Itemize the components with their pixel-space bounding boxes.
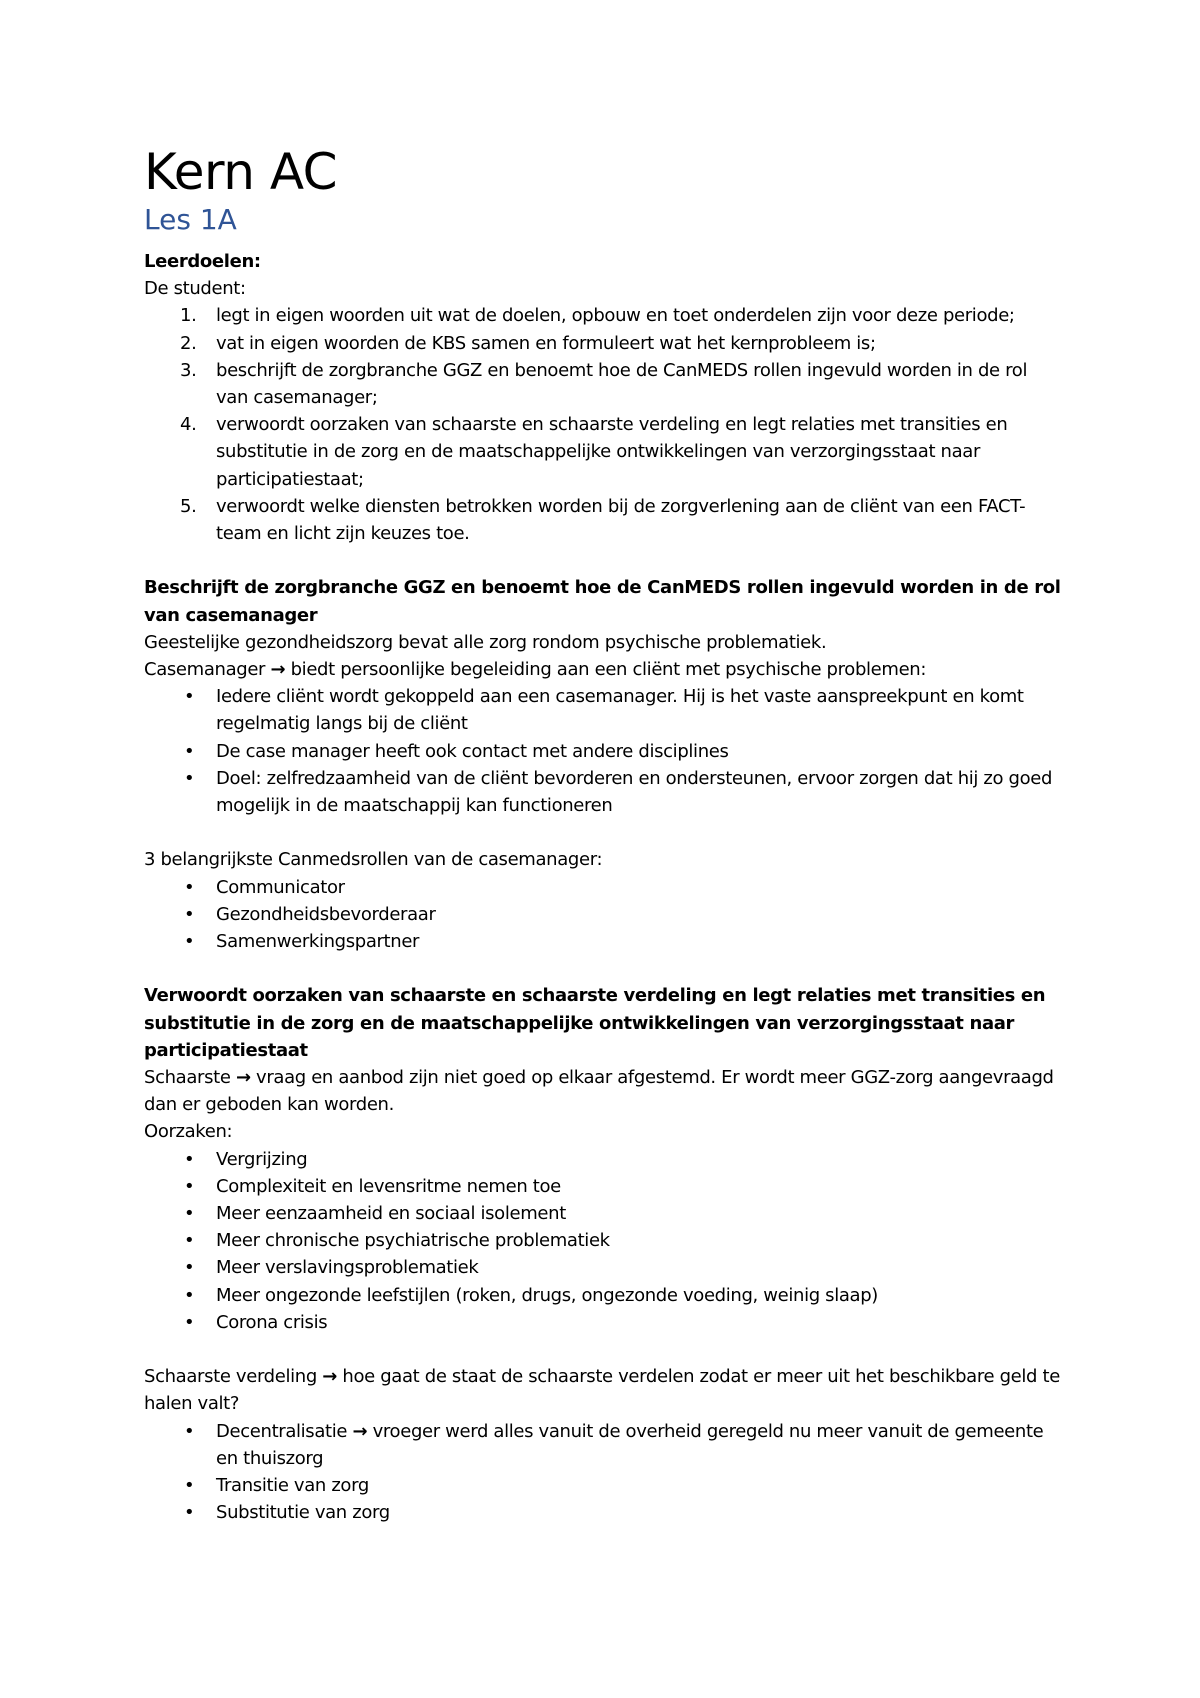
list-item-text: Doel: zelfredzaamheid van de cliënt bevorderen en ondersteunen, ervoor zorgen dat hij zo goed mogelijk in de maatschappij kan functioneren — [216, 767, 1053, 817]
bullet-icon: • — [184, 1203, 195, 1225]
list-item-text: beschrijft de zorgbranche GGZ en benoemt hoe de CanMEDS rollen ingevuld worden in de rol van casemanager; — [216, 359, 1028, 409]
list-item — [144, 1200, 1064, 1227]
list-item-text: legt in eigen woorden uit wat de doelen, opbouw en toet onderdelen zijn voor deze periode; — [216, 305, 1015, 327]
list-item-text: Meer chronische psychiatrische problematiek — [216, 1230, 610, 1252]
bullet-icon: • — [184, 1311, 195, 1333]
bullet-icon: • — [184, 767, 195, 789]
arrow-icon: → — [352, 1420, 368, 1442]
schaarste-label: Schaarste — [144, 1067, 231, 1089]
roles-intro: 3 belangrijkste Canmedsrollen van de casemanager: — [144, 849, 603, 871]
list-item — [144, 1282, 1064, 1309]
verdeling-label: Schaarste verdeling — [144, 1366, 317, 1388]
document-body — [144, 248, 1064, 1526]
casemanager-label: Casemanager — [144, 659, 266, 681]
list-item-text: Meer verslavingsproblematiek — [216, 1257, 479, 1279]
bullet-icon: • — [184, 1502, 195, 1524]
bullet-icon: • — [184, 1148, 195, 1170]
list-item — [144, 901, 1064, 928]
list-item-text: Meer ongezonde leefstijlen (roken, drugs, ongezonde voeding, weinig slaap) — [216, 1284, 878, 1306]
list-item-text: De case manager heeft ook contact met andere disciplines — [216, 740, 729, 762]
arrow-icon: → — [270, 659, 286, 681]
list-number: 1. — [180, 305, 197, 327]
list-item — [144, 1227, 1064, 1254]
bullet-icon: • — [184, 686, 195, 708]
paragraph-gap — [144, 955, 1064, 982]
verdeling-list — [144, 1418, 1064, 1527]
document-subtitle: Les 1A — [144, 203, 237, 236]
list-item-text: verwoordt oorzaken van schaarste en schaarste verdeling en legt relaties met transities en substitutie in de zorg en de maatschappelijke ontwikkelingen van verzorgingsstaat naar participatiestaat; — [216, 414, 1008, 490]
list-item — [144, 1418, 1064, 1472]
list-item — [144, 302, 1064, 329]
list-item — [144, 1499, 1064, 1526]
list-item-label: Transitie van zorg — [216, 1475, 369, 1497]
list-item-text: vroeger werd alles vanuit de overheid geregeld nu meer vanuit de gemeente en thuiszorg — [216, 1420, 1044, 1469]
list-item-text: Samenwerkingspartner — [216, 931, 420, 953]
bullet-icon: • — [184, 876, 195, 898]
list-item-text: Vergrijzing — [216, 1148, 308, 1170]
list-item-text: Communicator — [216, 876, 345, 898]
ggz-definition: Geestelijke gezondheidszorg bevat alle zorg rondom psychische problematiek. — [144, 631, 827, 653]
list-item-text: Gezondheidsbevorderaar — [216, 903, 436, 925]
list-item — [144, 928, 1064, 955]
list-item — [144, 765, 1064, 819]
list-item-text: Meer eenzaamheid en sociaal isolement — [216, 1203, 566, 1225]
list-number: 5. — [180, 495, 197, 517]
oorzaken-list — [144, 1146, 1064, 1336]
list-item — [144, 493, 1064, 547]
bullet-icon: • — [184, 1175, 195, 1197]
bullet-icon: • — [184, 931, 195, 953]
casemanager-bullets — [144, 683, 1064, 819]
schaarste-line — [144, 1064, 1064, 1118]
schaarste-heading: Verwoordt oorzaken van schaarste en schaarste verdeling en legt relaties met transities en substitutie in de zorg en de maatschappelijke ontwikkelingen van verzorgingsstaat naar participatiestaat — [144, 985, 1046, 1061]
list-number: 3. — [180, 359, 197, 381]
leerdoelen-list — [144, 302, 1064, 547]
list-item — [144, 738, 1064, 765]
list-item — [144, 1309, 1064, 1336]
list-item-text: verwoordt welke diensten betrokken worden bij de zorgverlening aan de cliënt van een FACT-team en licht zijn keuzes toe. — [216, 495, 1026, 545]
list-item-text: Corona crisis — [216, 1311, 328, 1333]
list-item — [144, 683, 1064, 737]
document-page — [144, 142, 1064, 1526]
list-number: 4. — [180, 414, 197, 436]
bullet-icon: • — [184, 740, 195, 762]
list-item — [144, 330, 1064, 357]
list-item — [144, 874, 1064, 901]
ggz-heading: Beschrijft de zorgbranche GGZ en benoemt hoe de CanMEDS rollen ingevuld worden in de rol van casemanager — [144, 577, 1061, 626]
schaarste-text: vraag en aanbod zijn niet goed op elkaar afgestemd. Er wordt meer GGZ-zorg aangevraagd dan er geboden kan worden. — [144, 1067, 1054, 1116]
list-item-label: Decentralisatie — [216, 1420, 348, 1442]
casemanager-text: biedt persoonlijke begeleiding aan een cliënt met psychische problemen: — [290, 659, 927, 681]
document-title: Kern AC — [144, 143, 338, 201]
arrow-icon: → — [322, 1366, 338, 1388]
list-item-text: vat in eigen woorden de KBS samen en formuleert wat het kernprobleem is; — [216, 332, 876, 354]
casemanager-line — [144, 656, 1064, 683]
bullet-icon: • — [184, 903, 195, 925]
list-item — [144, 411, 1064, 493]
list-number: 2. — [180, 332, 197, 354]
list-item — [144, 1173, 1064, 1200]
list-item — [144, 1472, 1064, 1499]
paragraph-gap — [144, 547, 1064, 574]
bullet-icon: • — [184, 1475, 195, 1497]
list-item — [144, 357, 1064, 411]
list-item — [144, 1254, 1064, 1281]
bullet-icon: • — [184, 1230, 195, 1252]
verdeling-text: hoe gaat de staat de schaarste verdelen zodat er meer uit het beschikbare geld te halen valt? — [144, 1366, 1060, 1415]
arrow-icon: → — [235, 1067, 251, 1089]
bullet-icon: • — [184, 1284, 195, 1306]
oorzaken-label: Oorzaken: — [144, 1121, 233, 1143]
list-item-text: Iedere cliënt wordt gekoppeld aan een casemanager. Hij is het vaste aanspreekpunt en komt regelmatig langs bij de cliënt — [216, 686, 1024, 735]
paragraph-gap — [144, 1336, 1064, 1363]
list-item-label: Substitutie van zorg — [216, 1502, 390, 1524]
paragraph-gap — [144, 819, 1064, 846]
bullet-icon: • — [184, 1257, 195, 1279]
bullet-icon: • — [184, 1420, 195, 1442]
leerdoelen-intro: De student: — [144, 278, 246, 300]
verdeling-line — [144, 1363, 1064, 1417]
list-item — [144, 1146, 1064, 1173]
leerdoelen-heading: Leerdoelen: — [144, 251, 261, 272]
roles-list — [144, 874, 1064, 956]
list-item-text: Complexiteit en levensritme nemen toe — [216, 1175, 561, 1197]
